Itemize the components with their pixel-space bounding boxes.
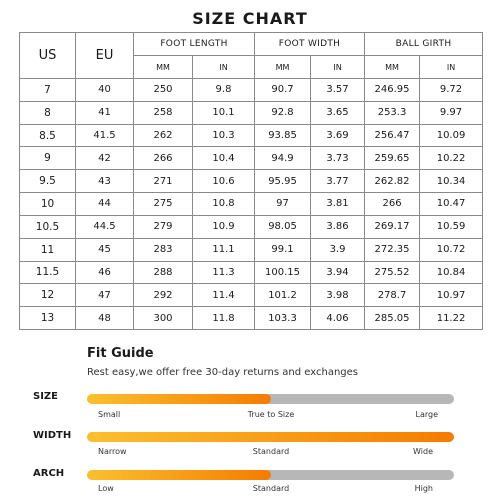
- cell-foot-width-mm: 103.3: [255, 307, 311, 330]
- fit-guide-title: Fit Guide: [87, 346, 154, 361]
- cell-ball-girth-in: 9.72: [420, 79, 483, 102]
- scale-label-arch: ARCH: [33, 468, 65, 479]
- scale-low-width: Narrow: [98, 447, 127, 456]
- scale-mid-arch: Standard: [252, 484, 290, 493]
- cell-foot-length-in: 10.9: [193, 215, 255, 238]
- cell-eu: 43: [76, 170, 134, 193]
- header-unit-in: IN: [420, 56, 483, 79]
- cell-us: 9.5: [20, 170, 76, 193]
- cell-ball-girth-in: 11.22: [420, 307, 483, 330]
- cell-foot-width-mm: 94.9: [255, 147, 311, 170]
- cell-ball-girth-mm: 262.82: [365, 170, 420, 193]
- cell-ball-girth-in: 9.97: [420, 101, 483, 124]
- cell-eu: 47: [76, 284, 134, 307]
- cell-foot-width-mm: 95.95: [255, 170, 311, 193]
- cell-eu: 48: [76, 307, 134, 330]
- cell-eu: 44.5: [76, 215, 134, 238]
- header-unit-in: IN: [311, 56, 365, 79]
- cell-us: 11: [20, 238, 76, 261]
- scale-high-width: Wide: [413, 447, 433, 456]
- table-row: [20, 170, 483, 193]
- cell-foot-length-mm: 292: [134, 284, 193, 307]
- cell-eu: 46: [76, 261, 134, 284]
- cell-foot-length-in: 11.4: [193, 284, 255, 307]
- cell-foot-width-in: 3.69: [311, 124, 365, 147]
- table-row: [20, 284, 483, 307]
- cell-ball-girth-mm: 272.35: [365, 238, 420, 261]
- cell-foot-width-in: 3.81: [311, 193, 365, 216]
- cell-foot-width-mm: 98.05: [255, 215, 311, 238]
- cell-foot-length-in: 11.8: [193, 307, 255, 330]
- cell-foot-width-in: 3.94: [311, 261, 365, 284]
- scale-high-arch: High: [414, 484, 433, 493]
- cell-eu: 45: [76, 238, 134, 261]
- cell-us: 12: [20, 284, 76, 307]
- size-chart-table: [19, 32, 483, 330]
- table-header: [20, 33, 483, 79]
- cell-us: 9: [20, 147, 76, 170]
- chart-title: SIZE CHART: [192, 9, 308, 28]
- header-unit-in: IN: [193, 56, 255, 79]
- cell-foot-length-in: 11.1: [193, 238, 255, 261]
- scale-fill-size: [87, 394, 271, 404]
- cell-ball-girth-mm: 285.05: [365, 307, 420, 330]
- scale-label-size: SIZE: [33, 391, 59, 402]
- table-row: [20, 307, 483, 330]
- table-row: [20, 147, 483, 170]
- cell-foot-length-in: 10.8: [193, 193, 255, 216]
- cell-foot-length-mm: 300: [134, 307, 193, 330]
- cell-ball-girth-in: 10.47: [420, 193, 483, 216]
- cell-ball-girth-in: 10.84: [420, 261, 483, 284]
- cell-foot-length-mm: 288: [134, 261, 193, 284]
- cell-foot-length-in: 9.8: [193, 79, 255, 102]
- scale-track-width: [87, 432, 454, 442]
- header-unit-mm: MM: [255, 56, 311, 79]
- cell-us: 8: [20, 101, 76, 124]
- cell-ball-girth-mm: 259.65: [365, 147, 420, 170]
- cell-ball-girth-mm: 266: [365, 193, 420, 216]
- scale-low-size: Small: [98, 410, 121, 419]
- cell-eu: 41: [76, 101, 134, 124]
- cell-ball-girth-in: 10.22: [420, 147, 483, 170]
- cell-foot-width-mm: 100.15: [255, 261, 311, 284]
- table-row: [20, 261, 483, 284]
- cell-us: 10: [20, 193, 76, 216]
- cell-foot-length-mm: 283: [134, 238, 193, 261]
- cell-foot-width-in: 3.9: [311, 238, 365, 261]
- cell-foot-width-mm: 93.85: [255, 124, 311, 147]
- cell-ball-girth-mm: 253.3: [365, 101, 420, 124]
- header-ball-girth: BALL GIRTH: [365, 33, 483, 56]
- cell-ball-girth-in: 10.97: [420, 284, 483, 307]
- cell-eu: 40: [76, 79, 134, 102]
- cell-ball-girth-mm: 256.47: [365, 124, 420, 147]
- cell-foot-width-mm: 97: [255, 193, 311, 216]
- scale-mid-width: Standard: [252, 447, 290, 456]
- cell-foot-width-in: 3.65: [311, 101, 365, 124]
- header-eu: EU: [76, 33, 134, 79]
- cell-us: 11.5: [20, 261, 76, 284]
- cell-foot-length-mm: 258: [134, 101, 193, 124]
- cell-foot-width-mm: 99.1: [255, 238, 311, 261]
- scale-high-size: Large: [415, 410, 438, 419]
- table-body: [20, 79, 483, 330]
- header-unit-mm: MM: [134, 56, 193, 79]
- header-foot-width: FOOT WIDTH: [255, 33, 365, 56]
- cell-ball-girth-mm: 278.7: [365, 284, 420, 307]
- cell-us: 10.5: [20, 215, 76, 238]
- cell-foot-length-mm: 275: [134, 193, 193, 216]
- cell-foot-width-mm: 90.7: [255, 79, 311, 102]
- cell-foot-width-mm: 101.2: [255, 284, 311, 307]
- cell-foot-width-in: 3.98: [311, 284, 365, 307]
- scale-track-arch: [87, 470, 454, 480]
- cell-foot-length-mm: 250: [134, 79, 193, 102]
- cell-ball-girth-in: 10.09: [420, 124, 483, 147]
- cell-foot-width-in: 3.86: [311, 215, 365, 238]
- cell-eu: 41.5: [76, 124, 134, 147]
- cell-foot-width-in: 4.06: [311, 307, 365, 330]
- table-row: [20, 238, 483, 261]
- cell-ball-girth-mm: 246.95: [365, 79, 420, 102]
- table-row: [20, 101, 483, 124]
- scale-fill-width: [87, 432, 454, 442]
- cell-foot-length-in: 10.6: [193, 170, 255, 193]
- cell-foot-length-in: 10.1: [193, 101, 255, 124]
- scale-fill-arch: [87, 470, 271, 480]
- cell-ball-girth-in: 10.72: [420, 238, 483, 261]
- cell-ball-girth-mm: 269.17: [365, 215, 420, 238]
- cell-foot-width-in: 3.77: [311, 170, 365, 193]
- cell-ball-girth-in: 10.34: [420, 170, 483, 193]
- cell-foot-length-mm: 262: [134, 124, 193, 147]
- table-row: [20, 124, 483, 147]
- cell-foot-width-in: 3.57: [311, 79, 365, 102]
- cell-us: 7: [20, 79, 76, 102]
- cell-ball-girth-mm: 275.52: [365, 261, 420, 284]
- table-row: [20, 79, 483, 102]
- cell-foot-length-mm: 271: [134, 170, 193, 193]
- cell-eu: 44: [76, 193, 134, 216]
- cell-ball-girth-in: 10.59: [420, 215, 483, 238]
- cell-foot-length-mm: 266: [134, 147, 193, 170]
- header-unit-mm: MM: [365, 56, 420, 79]
- fit-guide-subtitle: Rest easy,we offer free 30-day returns and exchanges: [87, 367, 358, 378]
- scale-label-width: WIDTH: [33, 430, 72, 441]
- scale-low-arch: Low: [98, 484, 114, 493]
- cell-us: 13: [20, 307, 76, 330]
- scale-mid-size: True to Size: [247, 410, 295, 419]
- header-foot-length: FOOT LENGTH: [134, 33, 255, 56]
- table-row: [20, 193, 483, 216]
- scale-track-size: [87, 394, 454, 404]
- cell-foot-width-mm: 92.8: [255, 101, 311, 124]
- header-us: US: [20, 33, 76, 79]
- cell-us: 8.5: [20, 124, 76, 147]
- table-row: [20, 215, 483, 238]
- cell-foot-length-in: 10.3: [193, 124, 255, 147]
- cell-foot-length-mm: 279: [134, 215, 193, 238]
- cell-foot-length-in: 11.3: [193, 261, 255, 284]
- cell-foot-width-in: 3.73: [311, 147, 365, 170]
- cell-foot-length-in: 10.4: [193, 147, 255, 170]
- cell-eu: 42: [76, 147, 134, 170]
